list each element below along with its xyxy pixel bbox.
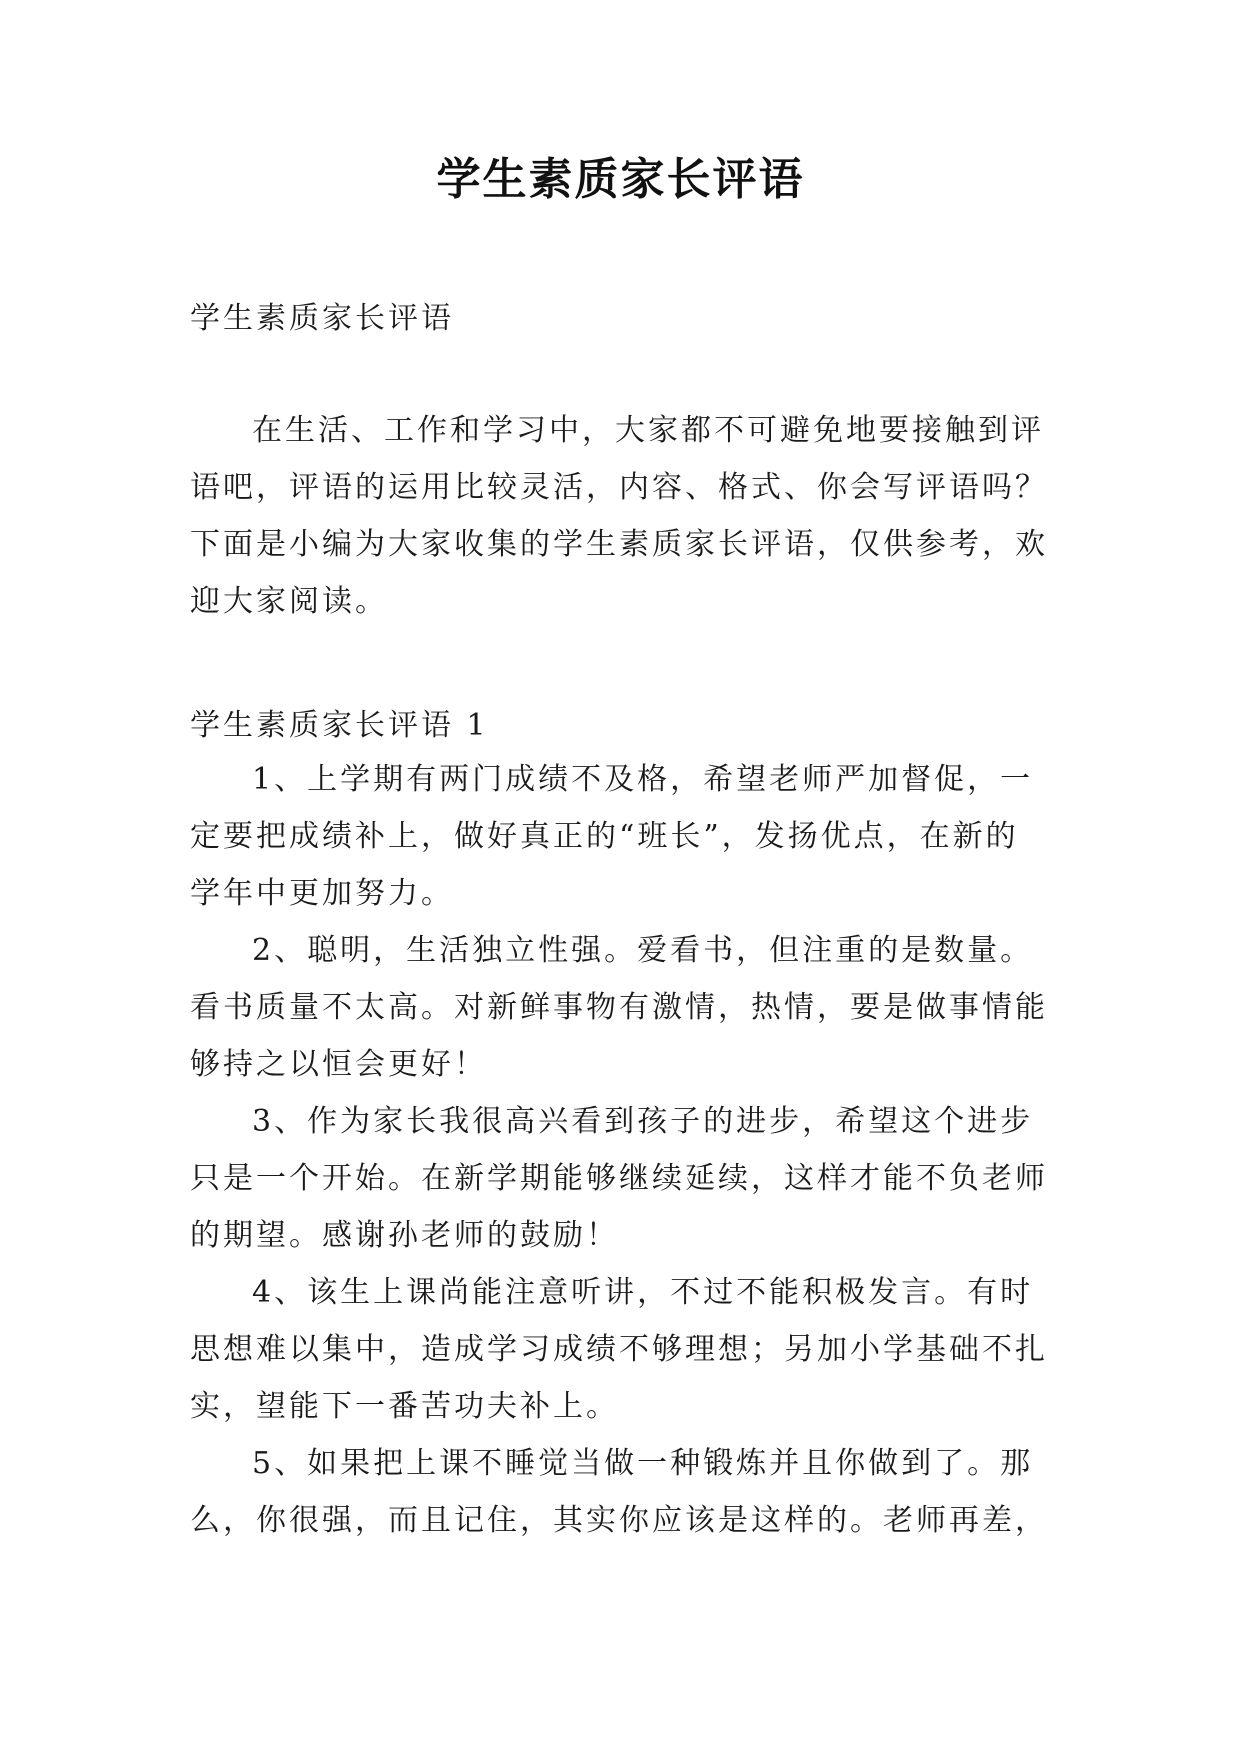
comment-item: 2、聪明，生活独立性强。爱看书，但注重的是数量。看书质量不太高。对新鲜事物有激情，热情，要是做事情能够持之以恒会更好！ bbox=[190, 933, 1048, 1082]
comment-list bbox=[190, 751, 1050, 1549]
document-subtitle: 学生素质家长评语 bbox=[190, 301, 454, 336]
section-heading: 学生素质家长评语 1 bbox=[190, 708, 489, 743]
comment-item: 5、如果把上课不睡觉当做一种锻炼并且你做到了。那么，你很强，而且记住，其实你应该是这样的。老师再差， bbox=[190, 1446, 1048, 1538]
comment-item: 3、作为家长我很高兴看到孩子的进步，希望这个进步只是一个开始。在新学期能够继续延续，这样才能不负老师的期望。感谢孙老师的鼓励！ bbox=[190, 1104, 1048, 1253]
comment-item: 4、该生上课尚能注意听讲，不过不能积极发言。有时思想难以集中，造成学习成绩不够理想；另加小学基础不扎实，望能下一番苦功夫补上。 bbox=[190, 1275, 1048, 1424]
document-title: 学生素质家长评语 bbox=[436, 154, 805, 205]
intro-paragraph: 在生活、工作和学习中，大家都不可避免地要接触到评语吧，评语的运用比较灵活，内容、格式、你会写评语吗？下面是小编为大家收集的学生素质家长评语，仅供参考，欢迎大家阅读。 bbox=[190, 413, 1048, 619]
comment-item: 1、上学期有两门成绩不及格，希望老师严加督促，一定要把成绩补上，做好真正的“班长”，发扬优点，在新的学年中更加努力。 bbox=[190, 762, 1034, 911]
